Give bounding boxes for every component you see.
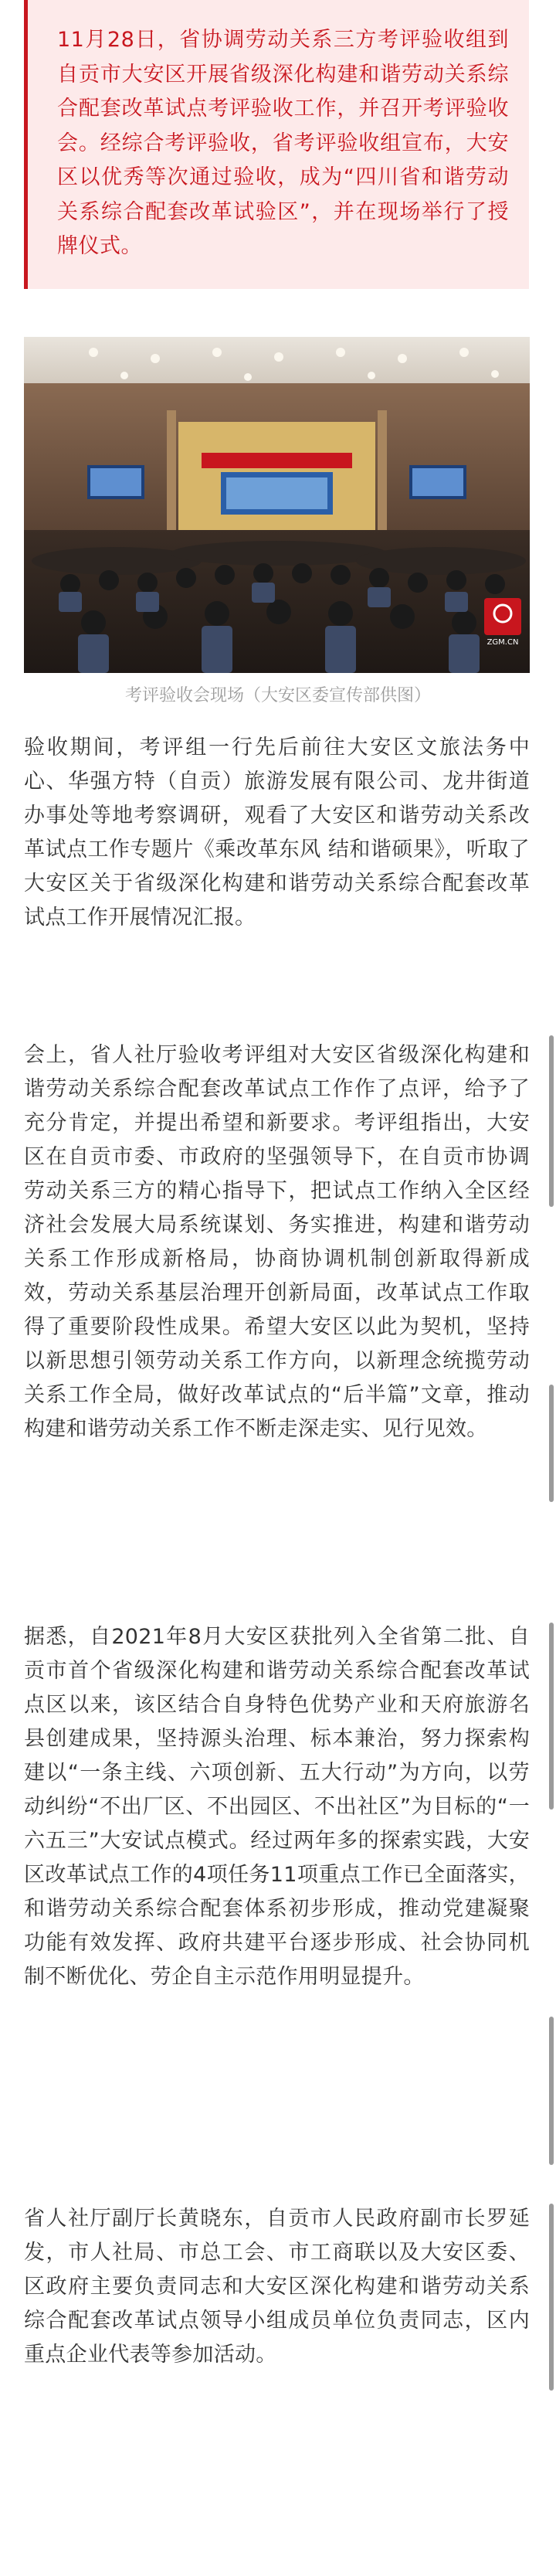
scrollbar-thumb[interactable] (549, 1623, 554, 1810)
body-paragraph-4: 省人社厅副厅长黄晓东，自贡市人民政府副市长罗延发，市人社局、市总工会、市工商联以及大安区委、区政府主要负责同志和大安区深化构建和谐劳动关系综合配套改革试点领导小组成员单位负责同志，区内重点企业代表等参加活动。 (24, 2207, 530, 2367)
lead-summary-box (24, 0, 529, 289)
meeting-hall-image (24, 337, 530, 673)
meeting-photo (24, 337, 530, 673)
body-paragraph-2: 会上，省人社厅验收考评组对大安区省级深化构建和谐劳动关系综合配套改革试点工作作了点评，给予了充分肯定，并提出希望和新要求。考评组指出，大安区在自贡市委、市政府的坚强领导下，在自贡市协调劳动关系三方的精心指导下，把试点工作纳入全区经济社会发展大局系统谋划、务实推进，构建和谐劳动关系工作形成新格局，协商协调机制创新取得新成效，劳动关系基层治理开创新局面，改革试点工作取得了重要阶段性成果。希望大安区以此为契机，坚持以新思想引领劳动关系工作方向，以新理念统揽劳动关系工作全局，做好改革试点的“后半篇”文章，推动构建和谐劳动关系工作不断走深走实、见行见效。 (24, 1043, 530, 1441)
watermark-logo (484, 598, 521, 635)
scrollbar-thumb[interactable] (549, 1035, 554, 1207)
lead-summary-text: 11月28日，省协调劳动关系三方考评验收组到自贡市大安区开展省级深化构建和谐劳动关系综合配套改革试点考评验收工作，并召开考评验收会。经综合考评验收，省考评验收组宣布，大安区以优秀等次通过验收，成为“四川省和谐劳动关系综合配套改革试验区”，并在现场举行了授牌仪式。 (57, 28, 509, 258)
body-paragraph-1: 验收期间，考评组一行先后前往大安区文旅法务中心、华强方特（自贡）旅游发展有限公司、龙井街道办事处等地考察调研，观看了大安区和谐劳动关系改革试点工作专题片《乘改革东风 结和谐硕果》，听取了大安区关于省级深化构建和谐劳动关系综合配套改革试点工作开展情况汇报。 (24, 736, 530, 929)
scrollbar-thumb[interactable] (549, 2204, 554, 2391)
scrollbar-thumb[interactable] (549, 2017, 554, 2165)
photo-caption: 考评验收会现场（大安区委宣传部供图） (124, 686, 431, 705)
scrollbar-thumb[interactable] (549, 1385, 554, 1502)
body-paragraph-3: 据悉，自2021年8月大安区获批列入全省第二批、自贡市首个省级深化构建和谐劳动关系综合配套改革试点区以来，该区结合自身特色优势产业和天府旅游名县创建成果，坚持源头治理、标本兼治，努力探索构建以“一条主线、六项创新、五大行动”为方向，以劳动纠纷“不出厂区、不出园区、不出社区”为目标的“一六五三”大安试点模式。经过两年多的探索实践，大安区改革试点工作的4项任务11项重点工作已全面落实，和谐劳动关系综合配套体系初步形成，推动党建凝聚功能有效发挥、政府共建平台逐步形成、社会协同机制不断优化、劳企自主示范作用明显提升。 (24, 1625, 530, 1989)
watermark-text: ZGM.CN (486, 638, 519, 647)
